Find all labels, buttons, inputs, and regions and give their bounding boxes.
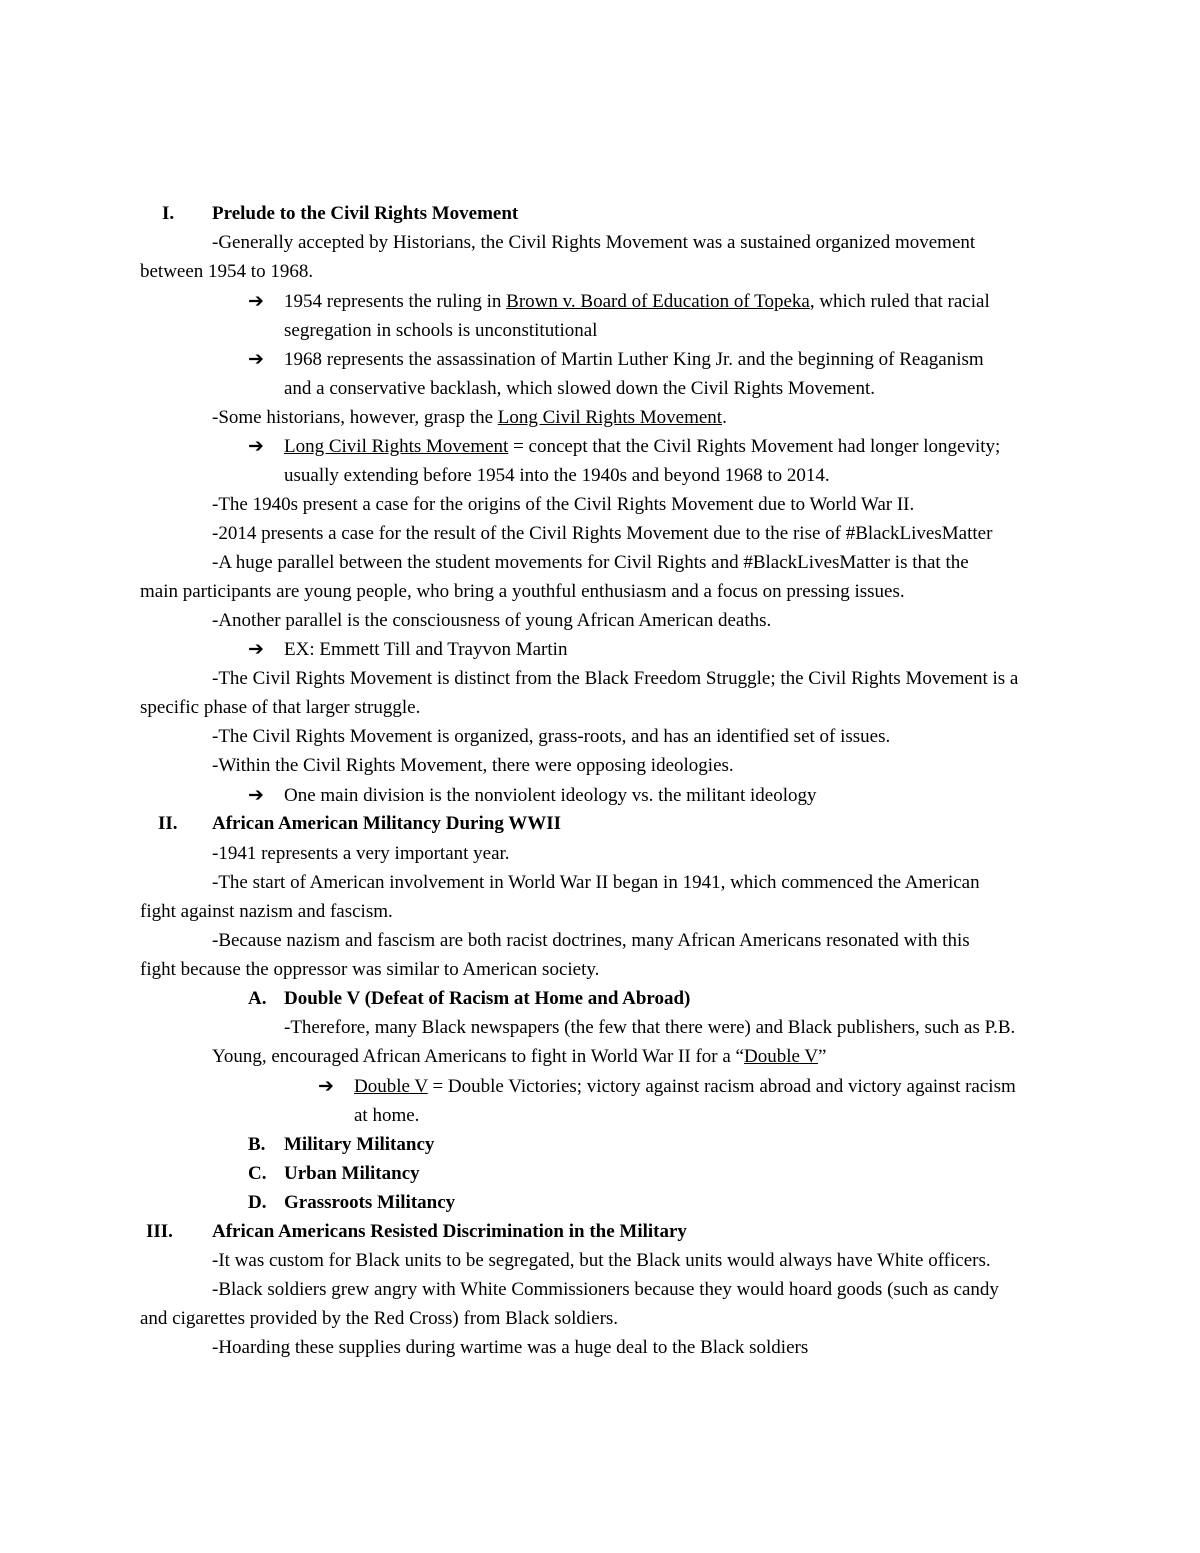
paragraph-line: -The start of American involvement in World War II began in 1941, which commenced the American [212,872,980,893]
arrow-bullet-icon: ➔ [248,291,264,312]
sub-heading: Urban Militancy [284,1163,420,1184]
paragraph-line: -A huge parallel between the student movements for Civil Rights and #BlackLivesMatter is that the [212,552,969,573]
paragraph-line: -It was custom for Black units to be segregated, but the Black units would always have White officers. [212,1250,991,1271]
paragraph-line [212,1046,826,1068]
bullet-line: One main division is the nonviolent ideology vs. the militant ideology [284,785,817,806]
sub-heading-letter: C. [248,1163,267,1184]
bullet-line [354,1076,1016,1098]
arrow-bullet-icon: ➔ [248,785,264,806]
paragraph-line: -Generally accepted by Historians, the Civil Rights Movement was a sustained organized movement [212,232,976,253]
paragraph-line: -1941 represents a very important year. [212,843,510,864]
arrow-bullet-icon: ➔ [248,349,264,370]
bullet-text: 1954 represents the ruling in [284,291,507,312]
paragraph-line: fight against nazism and fascism. [140,901,393,922]
term: Double V [354,1076,428,1097]
bullet-continuation: usually extending before 1954 into the 1940s and beyond 1968 to 2014. [284,465,830,486]
sub-heading-letter: B. [248,1134,266,1155]
sub-heading-letter: A. [248,988,267,1009]
paragraph-line: between 1954 to 1968. [140,261,314,282]
term: Long Civil Rights Movement [497,407,723,428]
arrow-bullet-icon: ➔ [318,1076,334,1097]
bullet-line: EX: Emmett Till and Trayvon Martin [284,639,568,660]
roman-numeral: III. [146,1221,173,1242]
sub-heading: Military Militancy [284,1134,435,1155]
paragraph-line: -2014 presents a case for the result of the Civil Rights Movement due to the rise of #BlackLivesMatter [212,523,993,544]
paragraph-line: -The 1940s present a case for the origins of the Civil Rights Movement due to World War II. [212,494,915,515]
term: Long Civil Rights Movement [284,436,509,457]
paragraph-line: -The Civil Rights Movement is distinct from the Black Freedom Struggle; the Civil Rights Movement is a [212,668,1019,689]
bullet-text: , which ruled that racial [809,291,990,312]
paragraph-line: -Another parallel is the consciousness of young African American deaths. [212,610,772,631]
paragraph-text: -Some historians, however, grasp the [212,407,498,428]
paragraph-line: -The Civil Rights Movement is organized, grass-roots, and has an identified set of issues. [212,726,891,747]
paragraph-line: -Hoarding these supplies during wartime was a huge deal to the Black soldiers [212,1337,809,1358]
paragraph-text: Young, encouraged African Americans to fight in World War II for a “ [212,1046,744,1067]
paragraph-line: -Therefore, many Black newspapers (the few that there were) and Black publishers, such as P.B. [284,1017,1016,1038]
bullet-line [284,436,1000,458]
paragraph-line [212,407,727,429]
term: Double V [743,1046,819,1067]
bullet-continuation: at home. [354,1105,420,1126]
bullet-text: = Double Victories; victory against racism abroad and victory against racism [427,1076,1016,1097]
roman-numeral: II. [158,813,178,834]
paragraph-line: and cigarettes provided by the Red Cross) from Black soldiers. [140,1308,619,1329]
arrow-bullet-icon: ➔ [248,436,264,457]
bullet-line: 1968 represents the assassination of Martin Luther King Jr. and the beginning of Reaganism [284,349,984,370]
bullet-continuation: and a conservative backlash, which slowed down the Civil Rights Movement. [284,378,875,399]
section-heading: African American Militancy During WWII [212,813,562,834]
arrow-bullet-icon: ➔ [248,639,264,660]
bullet-continuation: segregation in schools is unconstitutional [284,320,598,341]
paragraph-line: -Because nazism and fascism are both racist doctrines, many African Americans resonated with this [212,930,970,951]
sub-heading-letter: D. [248,1192,267,1213]
sub-heading: Double V (Defeat of Racism at Home and Abroad) [284,988,691,1009]
paragraph-text: ” [818,1046,827,1067]
roman-numeral: I. [162,203,175,224]
paragraph-text: . [722,407,727,428]
paragraph-line: -Within the Civil Rights Movement, there were opposing ideologies. [212,755,734,776]
bullet-text: = concept that the Civil Rights Movement had longer longevity; [508,436,1001,457]
paragraph-line: fight because the oppressor was similar to American society. [140,959,600,980]
paragraph-line: -Black soldiers grew angry with White Commissioners because they would hoard goods (such as candy [212,1279,999,1300]
section-heading: Prelude to the Civil Rights Movement [212,203,519,224]
sub-heading: Grassroots Militancy [284,1192,456,1213]
paragraph-line: main participants are young people, who bring a youthful enthusiasm and a focus on pressing issues. [140,581,905,602]
case-name: Brown v. Board of Education of Topeka [506,291,810,312]
section-heading: African Americans Resisted Discrimination in the Military [212,1221,687,1242]
paragraph-line: specific phase of that larger struggle. [140,697,421,718]
bullet-line [284,291,990,313]
